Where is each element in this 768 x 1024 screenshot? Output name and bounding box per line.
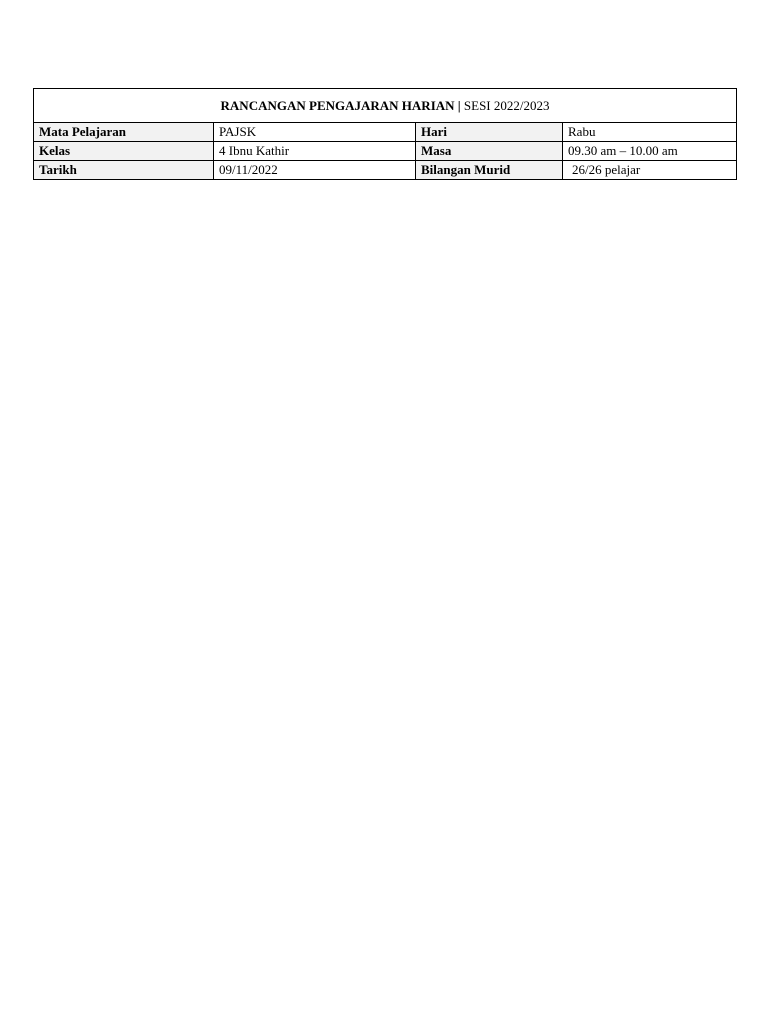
label-subject: Mata Pelajaran (34, 123, 214, 142)
value-time: 09.30 am – 10.00 am (563, 142, 737, 161)
table-row (34, 142, 737, 161)
table-row (34, 123, 737, 142)
lesson-plan-table (33, 88, 737, 180)
label-time: Masa (416, 142, 563, 161)
table-title-row (34, 89, 737, 123)
table-title (34, 89, 737, 123)
label-student-count: Bilangan Murid (416, 161, 563, 180)
label-date: Tarikh (34, 161, 214, 180)
value-student-count: 26/26 pelajar (563, 161, 737, 180)
table-row (34, 161, 737, 180)
label-class: Kelas (34, 142, 214, 161)
title-main: RANCANGAN PENGAJARAN HARIAN (220, 97, 455, 113)
value-day: Rabu (563, 123, 737, 142)
title-session: SESI 2022/2023 (463, 97, 550, 113)
value-class: 4 Ibnu Kathir (214, 142, 416, 161)
title-separator: | (457, 97, 461, 113)
label-day: Hari (416, 123, 563, 142)
value-subject: PAJSK (214, 123, 416, 142)
value-date: 09/11/2022 (214, 161, 416, 180)
